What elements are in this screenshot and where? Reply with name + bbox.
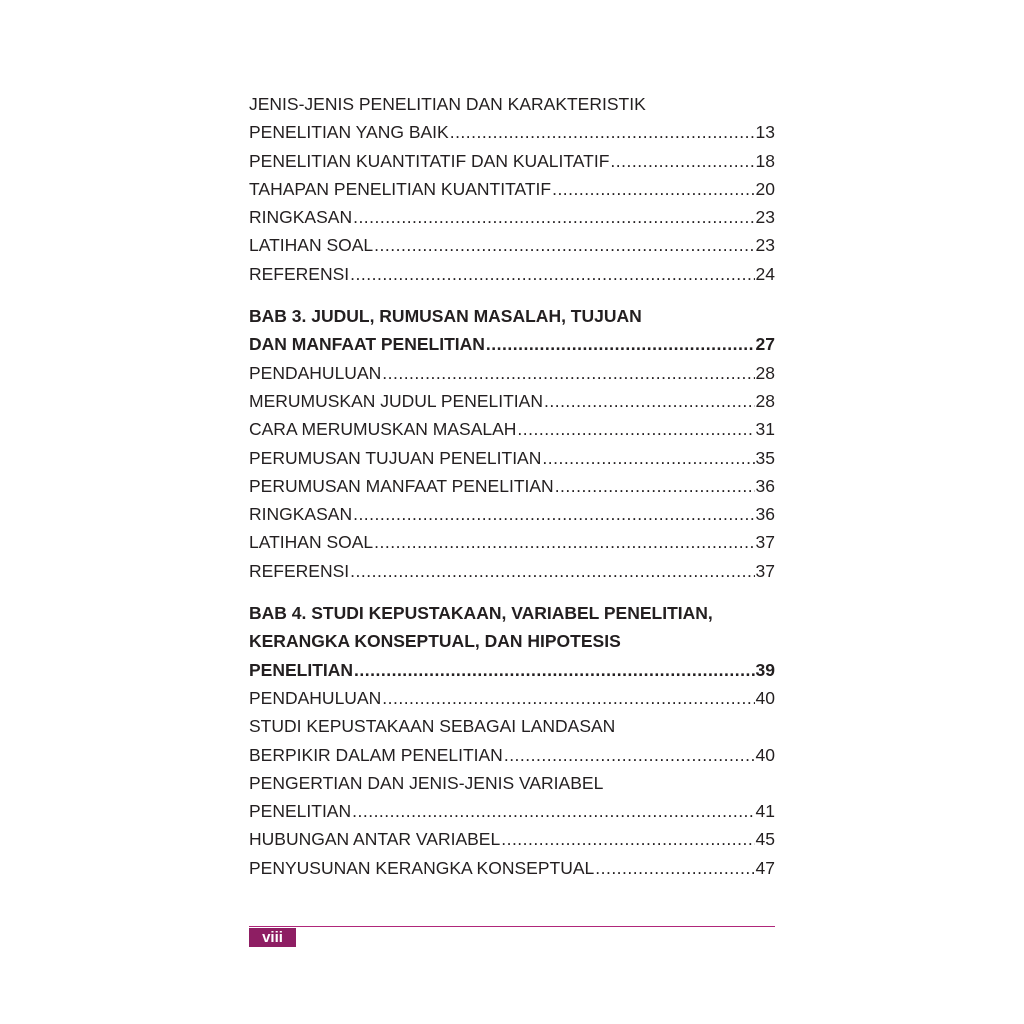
dot-leader [352, 797, 754, 825]
toc-entry-title: RINGKASAN [249, 207, 353, 228]
toc-entry-page: 18 [755, 150, 775, 171]
toc-entry[interactable] [249, 147, 775, 175]
chapter-heading[interactable] [249, 599, 775, 627]
chapter-heading-title: KERANGKA KONSEPTUAL, DAN HIPOTESIS [249, 631, 621, 652]
dot-leader [450, 118, 755, 146]
toc-entry-title: PENDAHULUAN [249, 362, 382, 383]
toc-entry-title: MERUMUSKAN JUDUL PENELITIAN [249, 390, 543, 411]
dot-leader [350, 557, 754, 585]
toc-entry-title: PENELITIAN YANG BAIK [249, 122, 449, 143]
dot-leader [610, 147, 754, 175]
toc-entry-title: REFERENSI [249, 263, 350, 284]
chapter-heading[interactable] [249, 330, 775, 358]
toc-entry-title: RINGKASAN [249, 504, 353, 525]
dot-leader [552, 175, 754, 203]
page-number-badge: viii [249, 928, 296, 947]
toc-entry[interactable] [249, 854, 775, 882]
dot-leader [542, 444, 754, 472]
table-of-contents [249, 90, 775, 882]
toc-entry[interactable] [249, 203, 775, 231]
toc-entry-title: PERUMUSAN TUJUAN PENELITIAN [249, 447, 542, 468]
toc-entry-page: 31 [755, 419, 775, 440]
toc-entry[interactable] [249, 231, 775, 259]
toc-entry-page: 47 [755, 857, 775, 878]
dot-leader [595, 854, 754, 882]
dot-leader [382, 684, 754, 712]
chapter-heading-page: 39 [755, 659, 775, 680]
toc-entry[interactable] [249, 472, 775, 500]
toc-entry-page: 23 [755, 235, 775, 256]
toc-entry-title: HUBUNGAN ANTAR VARIABEL [249, 829, 501, 850]
toc-entry[interactable] [249, 528, 775, 556]
toc-entry-title: PENELITIAN KUANTITATIF DAN KUALITATIF [249, 150, 610, 171]
dot-leader [350, 260, 754, 288]
dot-leader [504, 741, 755, 769]
toc-entry-title: LATIHAN SOAL [249, 532, 374, 553]
toc-entry-title: PENYUSUNAN KERANGKA KONSEPTUAL [249, 857, 595, 878]
toc-entry-title: CARA MERUMUSKAN MASALAH [249, 419, 517, 440]
toc-entry[interactable] [249, 557, 775, 585]
toc-entry-page: 24 [755, 263, 775, 284]
toc-entry-page: 40 [755, 744, 775, 765]
toc-entry-page: 41 [755, 801, 775, 822]
section-gap [249, 288, 775, 302]
dot-leader [374, 231, 754, 259]
dot-leader [486, 330, 755, 358]
toc-entry-page: 45 [755, 829, 775, 850]
dot-leader [374, 528, 754, 556]
toc-entry-title: PENELITIAN [249, 801, 352, 822]
toc-entry-title: PENDAHULUAN [249, 687, 382, 708]
toc-entry-page: 37 [755, 560, 775, 581]
toc-entry-title: PERUMUSAN MANFAAT PENELITIAN [249, 475, 554, 496]
toc-entry[interactable] [249, 387, 775, 415]
toc-entry[interactable] [249, 260, 775, 288]
toc-entry-page: 20 [755, 178, 775, 199]
dot-leader [544, 387, 755, 415]
dot-leader [353, 203, 754, 231]
dot-leader [353, 500, 754, 528]
toc-entry[interactable] [249, 444, 775, 472]
dot-leader [555, 472, 755, 500]
chapter-heading-title: BAB 3. JUDUL, RUMUSAN MASALAH, TUJUAN [249, 306, 642, 327]
chapter-heading[interactable] [249, 656, 775, 684]
toc-entry[interactable] [249, 825, 775, 853]
chapter-heading-title: DAN MANFAAT PENELITIAN [249, 334, 485, 355]
footer-rule [249, 926, 775, 927]
dot-leader [382, 359, 754, 387]
toc-entry-title: TAHAPAN PENELITIAN KUANTITATIF [249, 178, 552, 199]
toc-entry-page: 28 [755, 390, 775, 411]
toc-entry-page: 35 [755, 447, 775, 468]
chapter-heading-page: 27 [755, 334, 775, 355]
toc-entry-title: LATIHAN SOAL [249, 235, 374, 256]
chapter-heading-title: BAB 4. STUDI KEPUSTAKAAN, VARIABEL PENELITIAN, [249, 603, 713, 624]
toc-entry-page: 36 [755, 504, 775, 525]
toc-entry-page: 37 [755, 532, 775, 553]
toc-entry-title: JENIS-JENIS PENELITIAN DAN KARAKTERISTIK [249, 94, 646, 114]
dot-leader [354, 656, 754, 684]
dot-leader [501, 825, 754, 853]
toc-entry[interactable] [249, 684, 775, 712]
toc-entry[interactable] [249, 359, 775, 387]
chapter-heading-title: PENELITIAN [249, 659, 354, 680]
section-gap [249, 585, 775, 599]
toc-entry[interactable] [249, 90, 775, 118]
chapter-heading[interactable] [249, 302, 775, 330]
toc-entry-page: 23 [755, 207, 775, 228]
toc-entry[interactable] [249, 741, 775, 769]
toc-entry[interactable] [249, 797, 775, 825]
toc-entry[interactable] [249, 500, 775, 528]
toc-entry-page: 13 [755, 122, 775, 143]
toc-entry-title: REFERENSI [249, 560, 350, 581]
toc-entry[interactable] [249, 712, 775, 740]
toc-entry[interactable] [249, 415, 775, 443]
toc-entry[interactable] [249, 175, 775, 203]
toc-entry-title: PENGERTIAN DAN JENIS-JENIS VARIABEL [249, 772, 604, 793]
toc-entry[interactable] [249, 769, 775, 797]
toc-entry-page: 40 [755, 687, 775, 708]
toc-entry-page: 36 [755, 475, 775, 496]
toc-entry-title: STUDI KEPUSTAKAAN SEBAGAI LANDASAN [249, 716, 616, 737]
toc-entry-title: BERPIKIR DALAM PENELITIAN [249, 744, 503, 765]
dot-leader [517, 415, 754, 443]
toc-entry[interactable] [249, 118, 775, 146]
toc-entry-page: 28 [755, 362, 775, 383]
chapter-heading[interactable] [249, 627, 775, 655]
